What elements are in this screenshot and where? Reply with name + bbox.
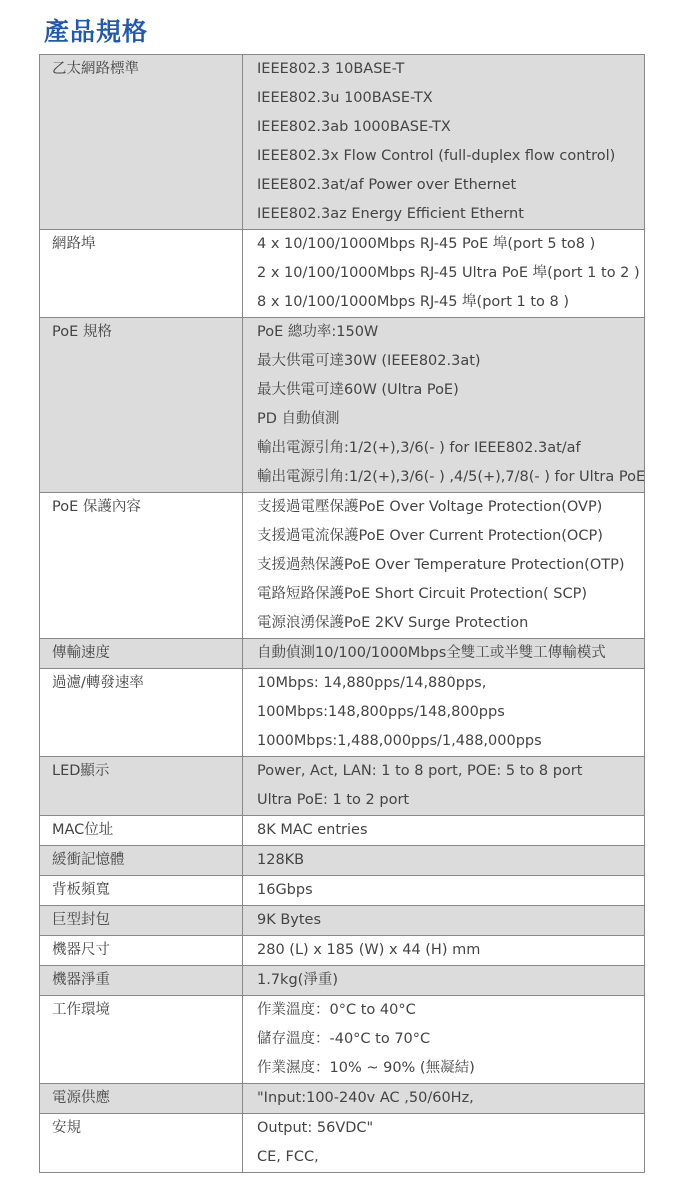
spec-label: LED顯示 — [52, 763, 110, 779]
spec-label: 機器淨重 — [52, 972, 110, 988]
spec-value-line: 最大供電可達30W (IEEE802.3at) — [257, 353, 481, 369]
spec-value-line: 最大供電可達60W (Ultra PoE) — [257, 382, 459, 398]
spec-label: 機器尺寸 — [52, 942, 110, 958]
spec-label-cell — [40, 1084, 243, 1114]
page-title: 產品規格 — [44, 17, 149, 46]
spec-value-line: "Input:100-240v AC ,50/60Hz, — [257, 1090, 474, 1106]
spec-value-cell — [243, 816, 645, 846]
spec-row — [40, 846, 645, 876]
spec-value-line: 8 x 10/100/1000Mbps RJ-45 埠(port 1 to 8 ) — [257, 294, 570, 310]
spec-label-cell — [40, 639, 243, 669]
spec-value-cell — [243, 493, 645, 639]
spec-value-line: 280 (L) x 185 (W) x 44 (H) mm — [257, 942, 481, 958]
spec-label: 過濾/轉發速率 — [52, 675, 144, 691]
spec-row — [40, 318, 645, 493]
spec-label-cell — [40, 1114, 243, 1173]
spec-label-cell — [40, 669, 243, 757]
spec-value-line: IEEE802.3x Flow Control (full-duplex flow control) — [257, 148, 616, 164]
spec-value-line: 作業溫度：0°C to 40°C — [257, 1002, 416, 1018]
spec-value-cell — [243, 1114, 645, 1173]
spec-label: 電源供應 — [52, 1090, 110, 1106]
spec-value-line: PoE 總功率:150W — [257, 324, 379, 340]
spec-row — [40, 966, 645, 996]
spec-value-cell — [243, 55, 645, 230]
spec-value-line: Output: 56VDC" — [257, 1120, 374, 1136]
spec-value-line: 16Gbps — [257, 882, 313, 898]
spec-value-cell — [243, 846, 645, 876]
spec-row — [40, 906, 645, 936]
spec-value-line: 4 x 10/100/1000Mbps RJ-45 PoE 埠(port 5 to8 ) — [257, 236, 596, 252]
spec-row — [40, 493, 645, 639]
spec-label: 緩衝記憶體 — [52, 852, 125, 868]
spec-value-line: IEEE802.3 10BASE-T — [257, 61, 405, 77]
spec-value-cell — [243, 318, 645, 493]
spec-value-line: IEEE802.3u 100BASE-TX — [257, 90, 433, 106]
spec-row — [40, 876, 645, 906]
spec-label-cell — [40, 906, 243, 936]
spec-label: 安規 — [52, 1120, 81, 1136]
spec-value-line: CE, FCC, — [257, 1149, 319, 1165]
spec-value-cell — [243, 669, 645, 757]
spec-label-cell — [40, 816, 243, 846]
spec-row — [40, 816, 645, 846]
spec-value-cell — [243, 230, 645, 318]
spec-value-line: Power, Act, LAN: 1 to 8 port, POE: 5 to 8 port — [257, 763, 583, 779]
spec-value-cell — [243, 996, 645, 1084]
spec-row — [40, 936, 645, 966]
spec-label-cell — [40, 846, 243, 876]
spec-label: PoE 規格 — [52, 324, 112, 340]
spec-row — [40, 1114, 645, 1173]
spec-value-cell — [243, 757, 645, 816]
spec-value-line: 10Mbps: 14,880pps/14,880pps, — [257, 675, 487, 691]
spec-label-cell — [40, 936, 243, 966]
spec-value-cell — [243, 639, 645, 669]
spec-value-line: 100Mbps:148,800pps/148,800pps — [257, 704, 505, 720]
spec-value-line: 作業濕度：10% ~ 90% (無凝結) — [257, 1060, 475, 1076]
spec-row — [40, 757, 645, 816]
spec-label-cell — [40, 318, 243, 493]
spec-table-body — [40, 55, 645, 1173]
spec-value-line: 1.7kg(淨重) — [257, 972, 338, 988]
spec-value-line: IEEE802.3az Energy Efficient Ethernt — [257, 206, 524, 222]
spec-label-cell — [40, 996, 243, 1084]
spec-value-cell — [243, 1084, 645, 1114]
spec-value-line: 128KB — [257, 852, 305, 868]
spec-value-line: IEEE802.3ab 1000BASE-TX — [257, 119, 451, 135]
spec-value-line: PD 自動偵測 — [257, 411, 340, 427]
spec-label: 乙太網路標準 — [52, 61, 139, 77]
spec-value-line: 2 x 10/100/1000Mbps RJ-45 Ultra PoE 埠(port 1 to 2 ) — [257, 265, 640, 281]
spec-value-cell — [243, 936, 645, 966]
spec-value-cell — [243, 966, 645, 996]
spec-table — [39, 54, 645, 1173]
spec-label-cell — [40, 55, 243, 230]
spec-label: 網路埠 — [52, 236, 96, 252]
spec-label-cell — [40, 757, 243, 816]
spec-row — [40, 996, 645, 1084]
spec-value-line: 輸出電源引角:1/2(+),3/6(- ) for IEEE802.3at/af — [257, 440, 581, 456]
spec-row — [40, 1084, 645, 1114]
spec-value-line: 8K MAC entries — [257, 822, 368, 838]
spec-label: 工作環境 — [52, 1002, 110, 1018]
spec-value-line: 1000Mbps:1,488,000pps/1,488,000pps — [257, 733, 542, 749]
spec-value-line: 電路短路保護PoE Short Circuit Protection( SCP) — [257, 586, 588, 602]
spec-row — [40, 230, 645, 318]
spec-value-line: 支援過電流保護PoE Over Current Protection(OCP) — [257, 528, 603, 544]
spec-value-line: 支援過電壓保護PoE Over Voltage Protection(OVP) — [257, 499, 603, 515]
spec-value-line: 儲存溫度：-40°C to 70°C — [257, 1031, 431, 1047]
spec-row — [40, 55, 645, 230]
spec-label: MAC位址 — [52, 822, 114, 838]
spec-row — [40, 639, 645, 669]
spec-row — [40, 669, 645, 757]
spec-value-line: 支援過熱保護PoE Over Temperature Protection(OTP) — [257, 557, 625, 573]
spec-value-cell — [243, 876, 645, 906]
spec-value-line: Ultra PoE: 1 to 2 port — [257, 792, 410, 808]
spec-label: 傳輸速度 — [52, 645, 110, 661]
spec-value-line: 自動偵測10/100/1000Mbps全雙工或半雙工傳輸模式 — [257, 645, 606, 661]
spec-value-line: 電源浪湧保護PoE 2KV Surge Protection — [257, 615, 529, 631]
spec-label: 背板頻寬 — [52, 882, 110, 898]
spec-label-cell — [40, 230, 243, 318]
spec-label-cell — [40, 876, 243, 906]
spec-label-cell — [40, 493, 243, 639]
spec-label: PoE 保護內容 — [52, 499, 141, 515]
spec-value-line: IEEE802.3at/af Power over Ethernet — [257, 177, 517, 193]
spec-value-line: 輸出電源引角:1/2(+),3/6(- ) ,4/5(+),7/8(- ) for Ultra PoE — [257, 469, 646, 485]
spec-value-line: 9K Bytes — [257, 912, 322, 928]
spec-label: 巨型封包 — [52, 912, 110, 928]
spec-label-cell — [40, 966, 243, 996]
spec-value-cell — [243, 906, 645, 936]
